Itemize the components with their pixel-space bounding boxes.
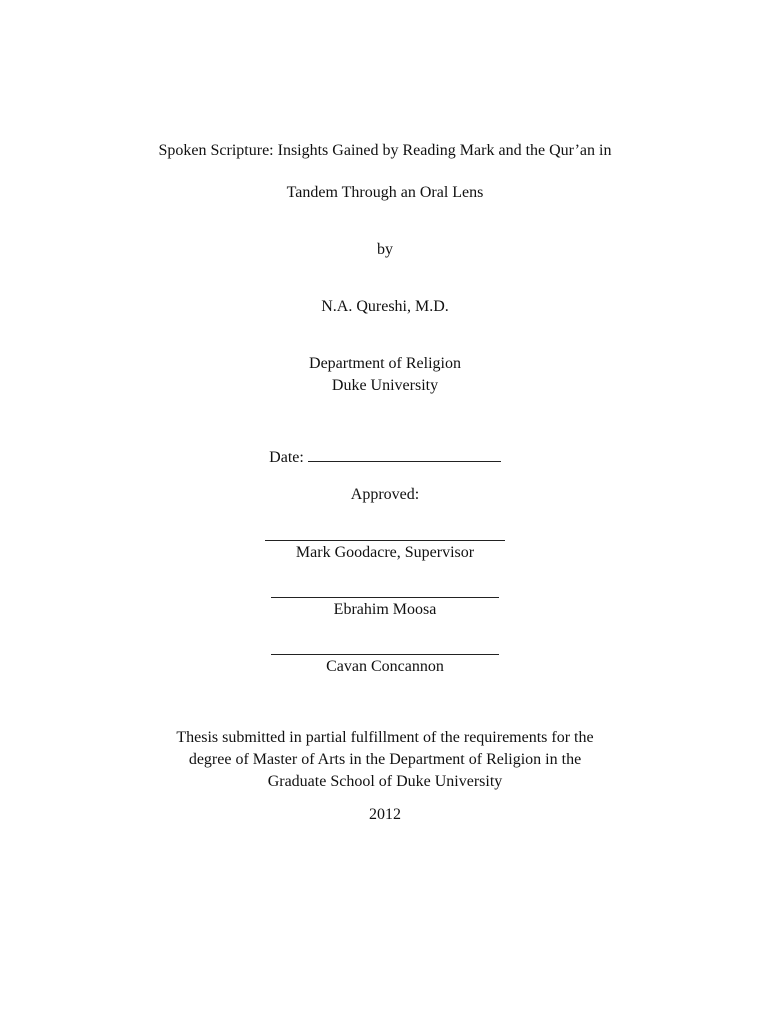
thesis-title-line-2: Tandem Through an Oral Lens xyxy=(286,184,484,201)
submission-year: 2012 xyxy=(369,806,401,823)
signature-block xyxy=(0,640,770,678)
signature-block xyxy=(0,583,770,621)
signature-block xyxy=(0,526,770,564)
statement-line: Graduate School of Duke University xyxy=(267,773,503,790)
signatory-name: Ebrahim Moosa xyxy=(333,601,437,618)
department-name: Department of Religion xyxy=(309,355,461,372)
author-name: N.A. Qureshi, M.D. xyxy=(321,298,449,315)
signature-line xyxy=(271,583,499,598)
university-name: Duke University xyxy=(331,377,439,394)
date-row xyxy=(0,446,770,469)
approved-label: Approved: xyxy=(350,486,420,503)
signature-line xyxy=(271,640,499,655)
by-label: by xyxy=(377,241,393,258)
thesis-title-line-1: Spoken Scripture: Insights Gained by Reading Mark and the Qur’an in xyxy=(158,142,612,159)
signatory-name: Cavan Concannon xyxy=(326,658,444,675)
signature-line xyxy=(265,526,505,541)
date-blank-line xyxy=(308,446,501,462)
thesis-statement xyxy=(0,727,770,793)
signatory-name: Mark Goodacre, Supervisor xyxy=(295,544,475,561)
statement-line: Thesis submitted in partial fulfillment of the requirements for the xyxy=(176,729,594,746)
date-label: Date: xyxy=(269,449,304,466)
statement-line: degree of Master of Arts in the Department of Religion in the xyxy=(188,751,582,768)
